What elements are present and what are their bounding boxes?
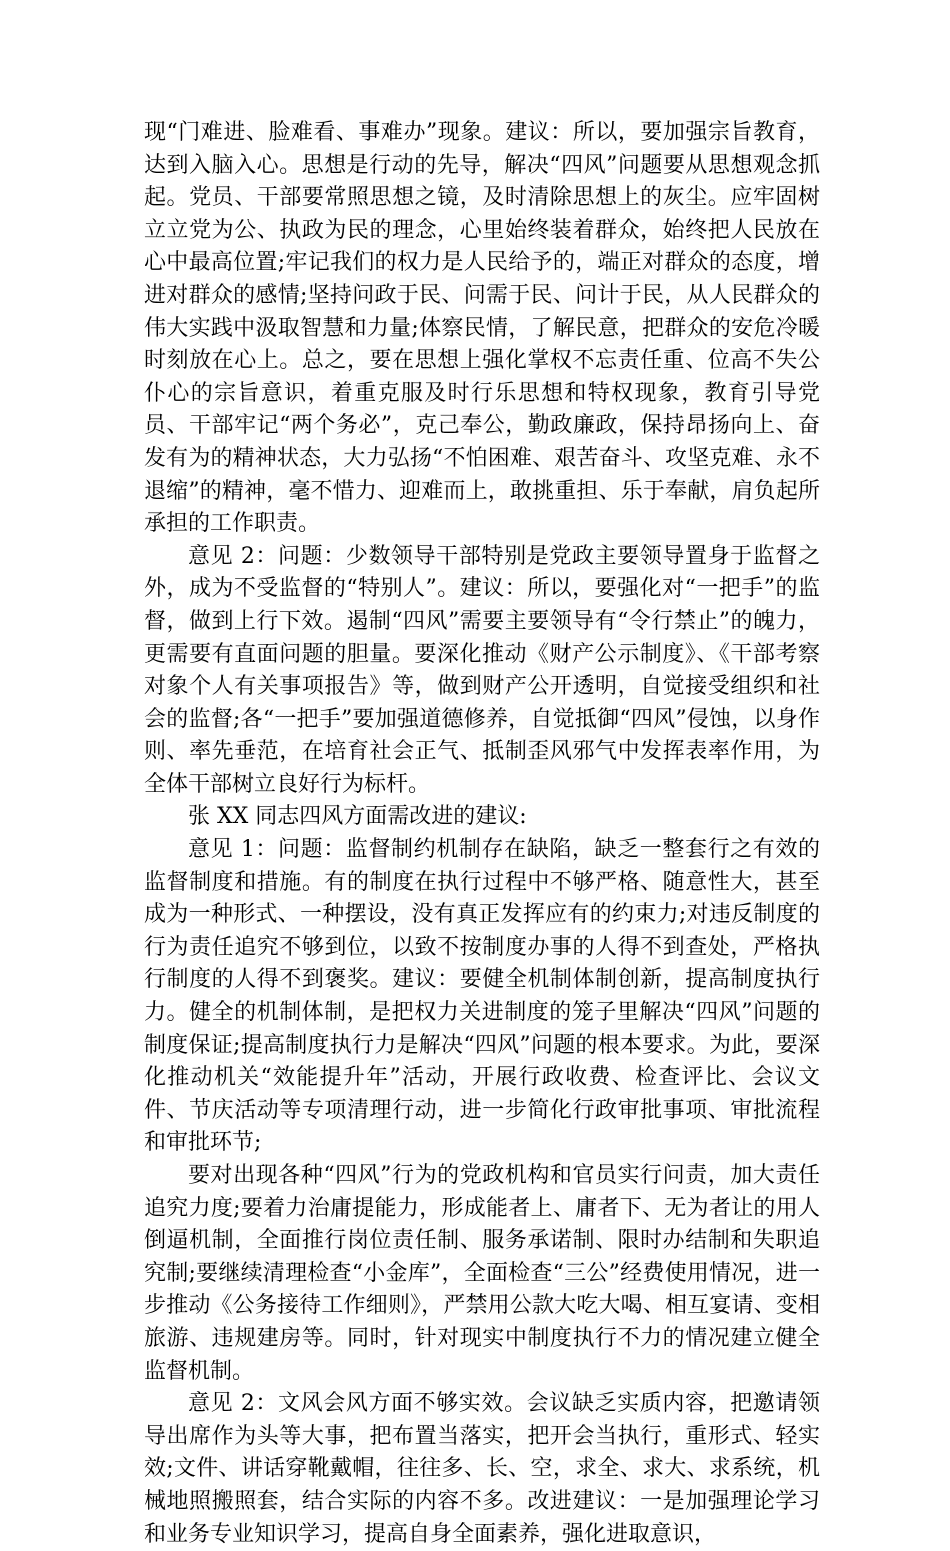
paragraph-accountability-measures: 要对出现各种“四风”行为的党政机构和官员实行问责，加大责任追究力度;要着力治庸提能力，形成能者上、庸者下、无为者让的用人倒逼机制，全面推行岗位责任制、服务承诺制、限时办结制和失职追究制;要继续清理检查“小金库”，全面检查“三公”经费使用情况，进一步推动《公务接待工作细则》，严禁用公款大吃大喝、相互宴请、变相旅游、违规建房等。同时，针对现实中制度执行不力的情况建立健全监督机制。	[144, 1163, 820, 1384]
section-heading-improvement-suggestions: 张 XX 同志四风方面需改进的建议:	[188, 804, 527, 830]
paragraph-opinion-1-supervision-mechanism: 意见 1：问题：监督制约机制存在缺陷，缺乏一整套行之有效的监督制度和措施。有的制度在执行过程中不够严格、随意性大，甚至成为一种形式、一种摆设，没有真正发挥应有的约束力;对违反制度的行为责任追究不够到位，以致不按制度办事的人得不到查处，严格执行制度的人得不到褒奖。建议：要健全机制体制创新，提高制度执行力。健全的机制体制，是把权力关进制度的笼子里解决“四风”问题的制度保证;提高制度执行力是解决“四风”问题的根本要求。为此，要深化推动机关“效能提升年”活动，开展行政收费、检查评比、会议文件、节庆活动等专项清理行动，进一步简化行政审批事项、审批流程和审批环节;	[144, 837, 820, 1156]
paragraph-opinion-2-meeting-and-writing-style: 意见 2：文风会风方面不够实效。会议缺乏实质内容，把邀请领导出席作为头等大事，把布置当落实，把开会当执行，重形式、轻实效;文件、讲话穿靴戴帽，往往多、长、空，求全、求大、求系统，机械地照搬照套，结合实际的内容不多。改进建议：一是加强理论学习和业务专业知识学习，提高自身全面素养，强化进取意识，	[144, 1391, 820, 1547]
document-body	[144, 117, 820, 1551]
paragraph-opinion-2-supervision-of-leaders: 意见 2：问题：少数领导干部特别是党政主要领导置身于监督之外，成为不受监督的“特别人”。建议：所以，要强化对“一把手”的监督，做到上行下效。遏制“四风”需要主要领导有“令行禁止”的魄力，更需要有直面问题的胆量。要深化推动《财产公示制度》、《干部考察对象个人有关事项报告》等，做到财产公开透明，自觉接受组织和社会的监督;各“一把手”要加强道德修养，自觉抵御“四风”侵蚀，以身作则、率先垂范，在培育社会正气、抵制歪风邪气中发挥表率作用，为全体干部树立良好行为标杆。	[144, 543, 820, 797]
paragraph-continuation-purpose-education: 现“门难进、脸难看、事难办”现象。建议：所以，要加强宗旨教育，达到入脑入心。思想是行动的先导，解决“四风”问题要从思想观念抓起。党员、干部要常照思想之镜，及时清除思想上的灰尘。应牢固树立立党为公、执政为民的理念，心里始终装着群众，始终把人民放在心中最高位置;牢记我们的权力是人民给予的，端正对群众的态度，增进对群众的感情;坚持问政于民、问需于民、问计于民，从人民群众的伟大实践中汲取智慧和力量;体察民情，了解民意，把群众的安危冷暖时刻放在心上。总之，要在思想上强化掌权不忘责任重、位高不失公仆心的宗旨意识，着重克服及时行乐思想和特权现象，教育引导党员、干部牢记“两个务必”，克己奉公，勤政廉政，保持昂扬向上、奋发有为的精神状态，大力弘扬“不怕困难、艰苦奋斗、攻坚克难、永不退缩”的精神，毫不惜力、迎难而上，敢挑重担、乐于奉献，肩负起所承担的工作职责。	[144, 120, 820, 537]
